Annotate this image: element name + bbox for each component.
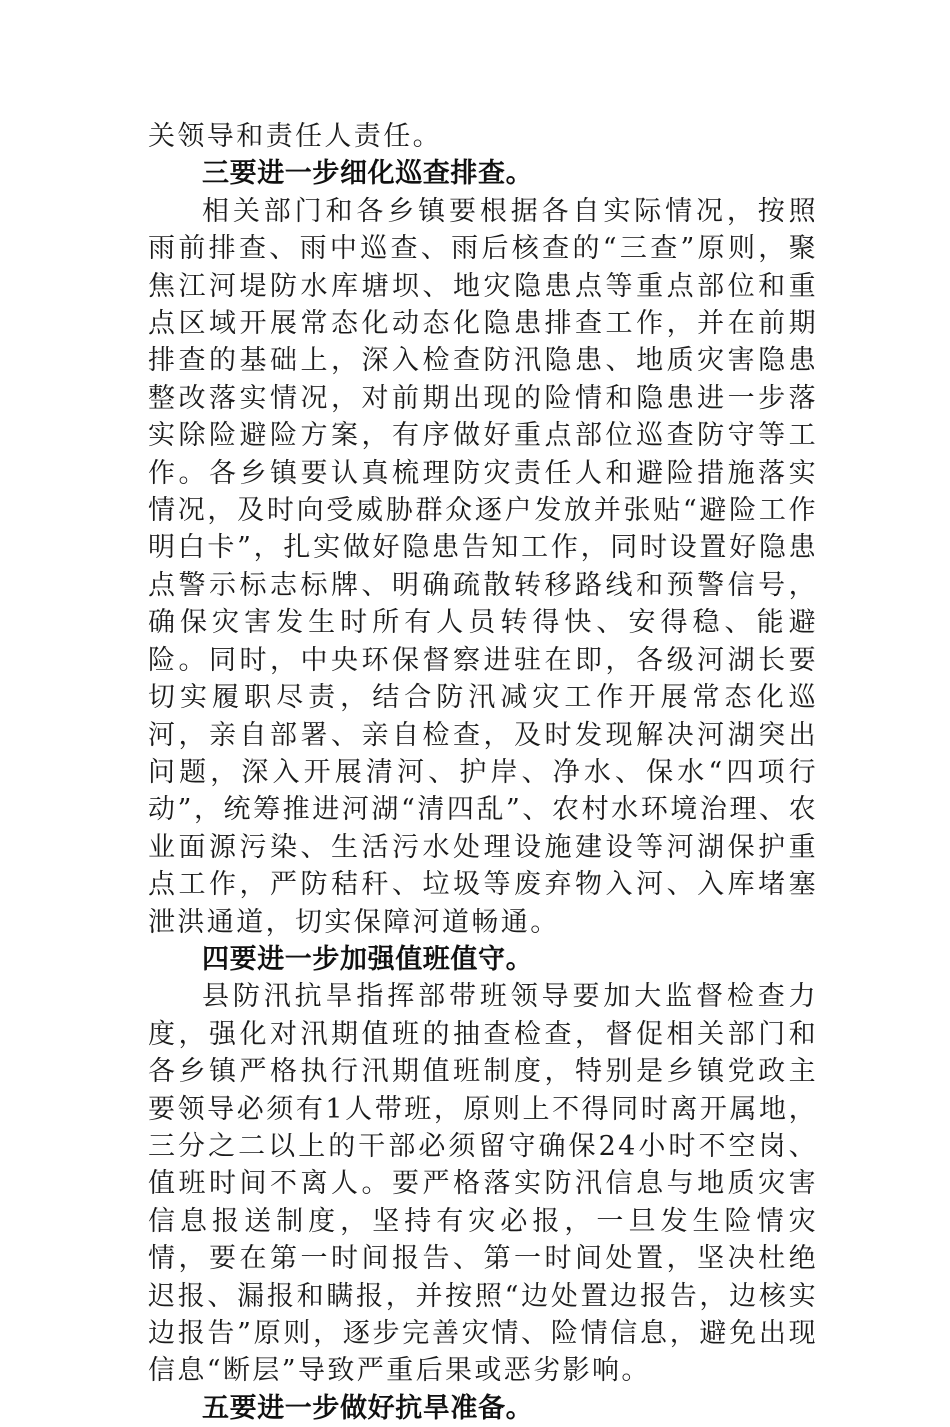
paragraph-continued: 关领导和责任人责任。 bbox=[148, 121, 442, 152]
document-body bbox=[148, 118, 818, 1427]
section-heading-5: 五要进一步做好抗旱准备。 bbox=[202, 1392, 534, 1424]
paragraph-duty: 县防汛抗旱指挥部带班领导要加大监督检查力度，强化对汛期值班的抽查检查，督促相关部门和各乡镇严格执行汛期值班制度，特别是乡镇党政主要领导必须有1人带班，原则上不得同时离开属地，三分之二以上的干部必须留守确保24小时不空岗、值班时间不离人。要严格落实防汛信息与地质灾害信息报送制度，坚持有灾必报，一旦发生险情灾情，要在第一时间报告、第一时间处置，坚决杜绝迟报、漏报和瞒报，并按照“边处置边报告，边核实边报告”原则，逐步完善灾情、险情信息，避免出现信息“断层”导致严重后果或恶劣影响。 bbox=[148, 981, 818, 1387]
section-heading-3: 三要进一步细化巡查排查。 bbox=[202, 158, 534, 190]
paragraph-inspection: 相关部门和各乡镇要根据各自实际情况，按照雨前排查、雨中巡查、雨后核查的“三查”原则，聚焦江河堤防水库塘坝、地灾隐患点等重点部位和重点区域开展常态化动态化隐患排查工作，并在前期排查的基础上，深入检查防汛隐患、地质灾害隐患整改落实情况，对前期出现的险情和隐患进一步落实除险避险方案，有序做好重点部位巡查防守等工作。各乡镇要认真梳理防灾责任人和避险措施落实情况，及时向受威胁群众逐户发放并张贴“避险工作明白卡”，扎实做好隐患告知工作，同时设置好隐患点警示标志标牌、明确疏散转移路线和预警信号，确保灾害发生时所有人员转得快、安得稳、能避险。同时，中央环保督察进驻在即，各级河湖长要切实履职尽责，结合防汛减灾工作开展常态化巡河，亲自部署、亲自检查，及时发现解决河湖突出问题，深入开展清河、护岸、净水、保水“四项行动”，统筹推进河湖“清四乱”、农村水环境治理、农业面源污染、生活污水处理设施建设等河湖保护重点工作，严防秸秆、垃圾等废弃物入河、入库堵塞泄洪通道，切实保障河道畅通。 bbox=[148, 195, 818, 938]
section-heading-4: 四要进一步加强值班值守。 bbox=[202, 943, 534, 975]
